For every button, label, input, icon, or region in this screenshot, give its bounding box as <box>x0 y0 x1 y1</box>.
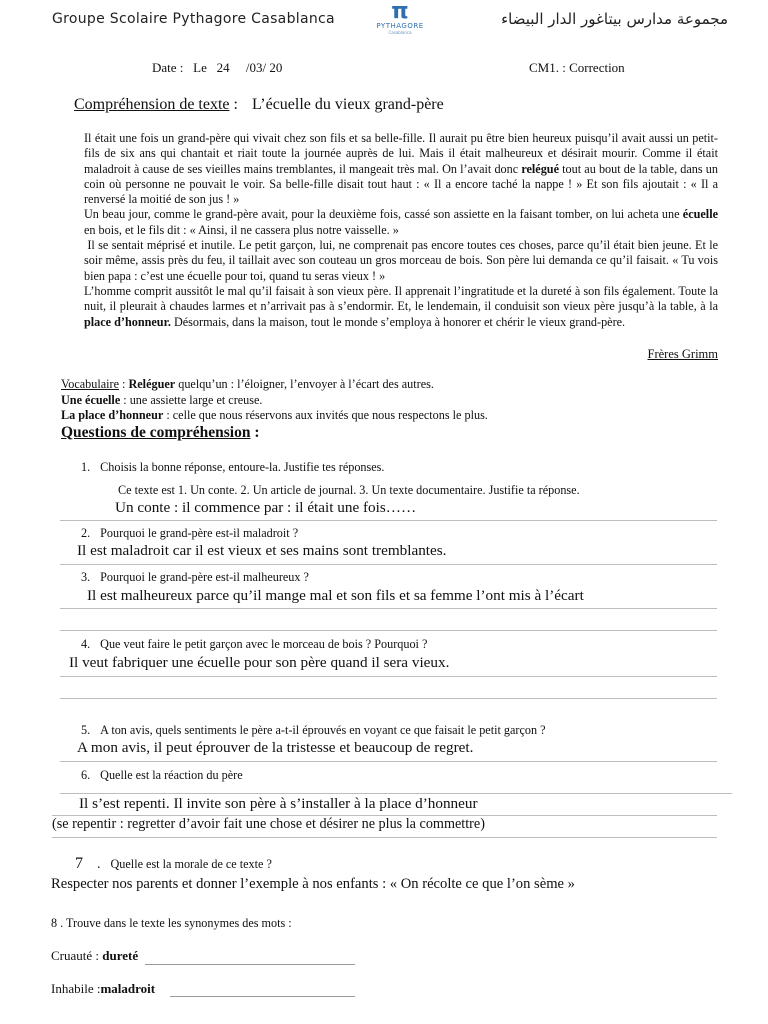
page-title <box>74 96 444 114</box>
school-logo <box>372 2 428 35</box>
vocab-def-1: quelqu’un : l’éloigner, l’envoyer à l’écart des autres. <box>175 377 434 391</box>
answer-line <box>60 520 717 521</box>
question-6-number: 6. <box>81 768 91 782</box>
synonym-2 <box>51 981 155 997</box>
vocabulary-section <box>61 377 711 424</box>
question-4 <box>81 637 427 652</box>
question-1-number: 1. <box>81 460 91 474</box>
synonym-2-label: Inhabile : <box>51 981 101 996</box>
question-1-options: Ce texte est 1. Un conte. 2. Un article de journal. 3. Un texte documentaire. Justifie ta réponse. <box>118 483 580 497</box>
question-2 <box>81 526 298 541</box>
story-paragraph-1 <box>84 131 718 207</box>
vocab-line-1 <box>61 377 711 393</box>
vocab-term-3: La place d’honneur <box>61 408 164 422</box>
answer-1: Un conte : il commence par : il était une fois…… <box>115 499 417 516</box>
question-3-number: 3. <box>81 570 91 584</box>
class-level: CM1. : Correction <box>529 60 625 75</box>
vocab-def-3: : celle que nous réservons aux invités que nous respectons le plus. <box>163 408 488 422</box>
synonym-1-answer: dureté <box>102 948 139 963</box>
synonym-1-line <box>145 964 355 965</box>
title-label: Compréhension de texte <box>74 96 230 113</box>
vocab-line-3 <box>61 408 711 424</box>
questions-title-text: Questions de compréhension <box>61 424 251 441</box>
question-6-text: Quelle est la réaction du père <box>100 768 243 782</box>
answer-5: A mon avis, il peut éprouver de la tristesse et beaucoup de regret. <box>77 739 474 756</box>
question-8: 8 . Trouve dans le texte les synonymes des mots : <box>51 916 292 930</box>
answer-line <box>52 837 717 838</box>
date-field: Date : Le 24 /03/ 20 <box>152 60 283 75</box>
question-1 <box>81 460 384 475</box>
answer-2: Il est maladroit car il est vieux et ses mains sont tremblantes. <box>77 542 447 559</box>
story-paragraph-3: Il se sentait méprisé et inutile. Le petit garçon, lui, ne comprenait pas encore toutes ces choses, parce qu’il était bien jeune. Et le soir même, assis près du feu, il taillait avec son couteau un gros morceau de bois. Son père lui demanda ce qu’il faisait. « Tu vois bien papa : c’est une écuelle pour toi, quand tu seras vieux ! » <box>84 238 722 283</box>
vocab-label: Vocabulaire <box>61 377 119 391</box>
question-1-text: Choisis la bonne réponse, entoure-la. Justifie tes réponses. <box>100 460 385 474</box>
pi-logo-icon: π <box>391 0 409 24</box>
synonym-1-label: Cruauté : <box>51 948 103 963</box>
question-7-dot: . <box>97 857 101 872</box>
question-7 <box>75 855 272 873</box>
story-p1-part-b: tout au bout de la table, dans un coin où personne ne pouvait le voir. Sa belle-fille disait tout haut : « Il a encore taché la nappe ! » Et son fils ajoutait : « Il a renversé la moitié de son jus ! » <box>84 161 718 207</box>
question-4-number: 4. <box>81 637 91 651</box>
answer-line <box>60 793 732 794</box>
answer-line <box>60 564 717 565</box>
story-paragraph-2 <box>84 207 718 238</box>
title-separator: : <box>229 96 238 113</box>
vocab-line-2 <box>61 393 711 409</box>
question-7-number: 7 <box>75 855 83 872</box>
answer-line <box>60 761 717 762</box>
story-author: Frères Grimm <box>647 347 718 361</box>
question-7-text: Quelle est la morale de ce texte ? <box>110 857 272 871</box>
synonym-2-answer: maladroit <box>100 981 156 996</box>
vocab-def-2: : une assiette large et creuse. <box>120 392 263 407</box>
story-p2-part-b: en bois, et le fils dit : « Ainsi, il ne cassera plus notre vaisselle. » <box>84 222 399 237</box>
answer-line <box>60 608 717 609</box>
answer-line <box>60 676 717 677</box>
answer-line <box>60 698 717 699</box>
answer-3: Il est malheureux parce qu’il mange mal et son fils et sa femme l’ont mis à l’écart <box>87 587 584 604</box>
question-5 <box>81 723 546 738</box>
vocab-separator: : <box>118 377 129 391</box>
story-p4-bold: place d’honneur. <box>84 314 171 329</box>
school-name-french: Groupe Scolaire Pythagore Casablanca <box>52 11 335 27</box>
question-6 <box>81 768 243 783</box>
story-p4-part-a: L’homme comprit aussitôt le mal qu’il faisait à son vieux père. Il apprenait l’ingratitude et la dureté à son fils également. Toute la nuit, il pleurait à chaudes larmes et n’arrivait pas à s’endormir. Et, le lendemain, il conduisit son vieux père jusqu’à la table, à la <box>84 283 718 314</box>
story-p2-part-a: Un beau jour, comme le grand-père avait, pour la deuxième fois, cassé son assiette en la faisant tomber, on lui acheta une <box>84 207 683 222</box>
question-5-text: A ton avis, quels sentiments le père a-t-il éprouvés en voyant ce que faisait le petit garçon ? <box>100 723 546 737</box>
story-title: L’écuelle du vieux grand-père <box>251 96 444 113</box>
answer-4: Il veut fabriquer une écuelle pour son père quand il sera vieux. <box>69 654 450 671</box>
story-p1-part-a: Il était une fois un grand-père qui vivait chez son fils et sa belle-fille. Il aurait pu être bien heureux puisqu’il avait aussi un petit-fils de six ans qui chantait et riait toute la journée auprès de lui. Mais il était malheureux et désirait mourir. Comme il était maladroit à cause de ses vieilles mains tremblantes, il mangeait très mal. On l’avait donc <box>84 131 718 176</box>
question-3-text: Pourquoi le grand-père est-il malheureux ? <box>100 570 309 584</box>
story-p1-bold: relégué <box>521 161 559 176</box>
answer-line <box>60 630 717 631</box>
story-p4-part-b: Désormais, dans la maison, tout le monde s’employa à honorer et chérir le vieux grand-père. <box>170 314 626 329</box>
synonym-2-line <box>170 996 355 997</box>
school-name-arabic: مجموعة مدارس بيتاغور الدار البيضاء <box>501 10 728 28</box>
question-2-text: Pourquoi le grand-père est-il maladroit ? <box>100 526 299 540</box>
logo-sub-text: Casablanca <box>388 30 412 35</box>
story-paragraph-4 <box>84 284 718 330</box>
question-5-number: 5. <box>81 723 91 737</box>
questions-title <box>61 424 260 442</box>
answer-6: Il s’est repenti. Il invite son père à s’installer à la place d’honneur <box>79 795 478 812</box>
answer-7: Respecter nos parents et donner l’exemple à nos enfants : « On récolte ce que l’on sème » <box>51 876 575 892</box>
synonym-1 <box>51 948 138 964</box>
vocab-term-1: Reléguer <box>128 377 176 391</box>
questions-title-sep: : <box>250 424 260 441</box>
answer-6-note: (se repentir : regretter d’avoir fait une chose et désirer ne plus la commettre) <box>52 816 485 832</box>
question-4-text: Que veut faire le petit garçon avec le morceau de bois ? Pourquoi ? <box>100 637 428 651</box>
question-3 <box>81 570 309 585</box>
logo-brand-text: PYTHAGORE <box>376 22 424 30</box>
question-2-number: 2. <box>81 526 91 540</box>
story-p2-bold: écuelle <box>682 207 718 222</box>
story-text <box>84 131 722 330</box>
vocab-term-2: Une écuelle <box>61 392 121 407</box>
